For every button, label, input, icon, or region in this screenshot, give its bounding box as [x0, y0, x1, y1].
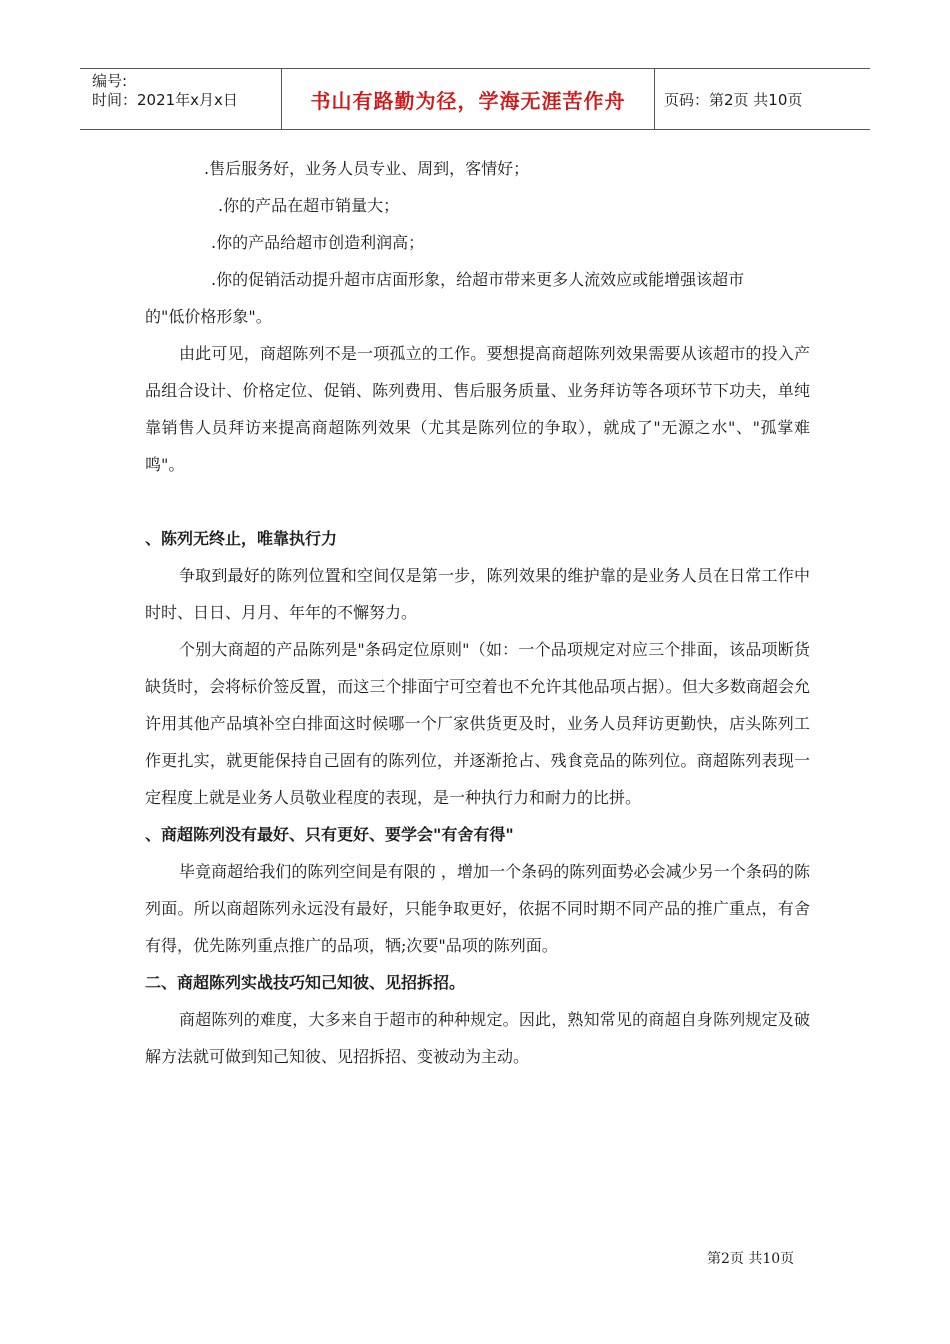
document-number-label: 编号:	[92, 72, 128, 90]
section-heading: 二、商超陈列实战技巧知己知彼、见招拆招。	[145, 973, 466, 992]
page-header	[80, 68, 870, 130]
paragraph: 毕竟商超给我们的陈列空间是有限的 ，增加一个条码的陈列面势必会减少另一个条码的陈列面。所以商超陈列永远没有最好，只能争取更好，依据不同时期不同产品的推广重点，有舍有得，优先陈列重点推广的品项，牺;次要"品项的陈列面。	[145, 862, 810, 955]
bullet-item: .售后服务好，业务人员专业、周到，客情好；	[204, 159, 530, 178]
bullet-item: .你的产品给超市创造利润高；	[211, 233, 425, 252]
header-motto: 书山有路勤为径，学海无涯苦作舟	[310, 88, 626, 113]
header-page-info: 页码：第2页 共10页	[664, 90, 803, 109]
paragraph: 商超陈列的难度，大多来自于超市的种种规定。因此，熟知常见的商超自身陈列规定及破解方法就可做到知己知彼、见招拆招、变被动为主动。	[145, 1010, 810, 1066]
document-date: 时间：2021年x月x日	[92, 91, 238, 109]
paragraph: 争取到最好的陈列位置和空间仅是第一步，陈列效果的维护靠的是业务人员在日常工作中时时、日日、月月、年年的不懈努力。	[145, 566, 810, 622]
bullet-item: .你的促销活动提升超市店面形象，给超市带来更多人流效应或能增强该超市	[211, 270, 745, 289]
section-heading: 、陈列无终止，唯靠执行力	[145, 529, 338, 548]
header-meta	[80, 69, 280, 129]
paragraph: 由此可见，商超陈列不是一项孤立的工作。要想提高商超陈列效果需要从该超市的投入产品组合设计、价格定位、促销、陈列费用、售后服务质量、业务拜访等各项环节下功夫，单纯靠销售人员拜访来提高商超陈列效果（尤其是陈列位的争取），就成了"无源之水"、"孤掌难鸣"。	[145, 344, 810, 474]
page-footer: 第2页 共10页	[707, 1251, 795, 1267]
document-body	[145, 150, 810, 1075]
bullet-item: .你的产品在超市销量大；	[218, 196, 400, 215]
bullet-continuation: 的"低价格形象"。	[145, 307, 272, 326]
section-heading: 、商超陈列没有最好、只有更好、要学会"有舍有得"	[145, 825, 514, 844]
header-motto-cell	[281, 69, 655, 129]
paragraph: 个别大商超的产品陈列是"条码定位原则"（如：一个品项规定对应三个排面，该品项断货缺货时，会将标价签反置，而这三个排面宁可空着也不允许其他品项占据）。但大多数商超会允许用其他产品填补空白排面这时候哪一个厂家供货更及时，业务人员拜访更勤快，店头陈列工作更扎实，就更能保持自己固有的陈列位，并逐渐抢占、残食竞品的陈列位。商超陈列表现一定程度上就是业务人员敬业程度的表现，是一种执行力和耐力的比拼。	[145, 640, 810, 807]
